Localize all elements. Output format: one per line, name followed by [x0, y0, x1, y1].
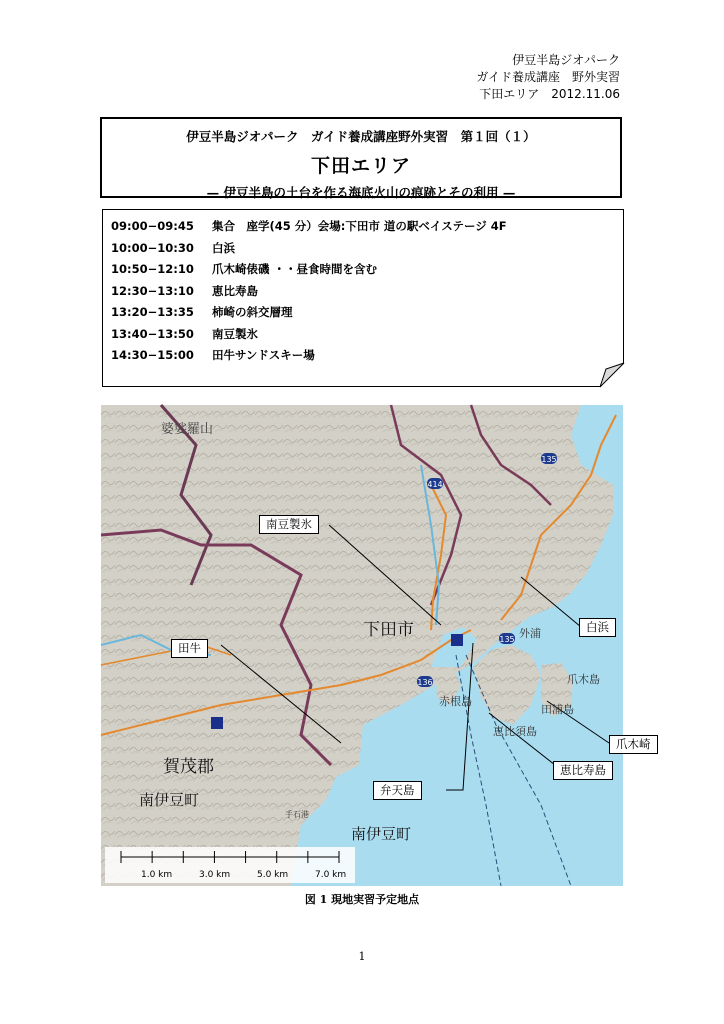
area-title: 下田エリア: [310, 155, 411, 177]
schedule-item: 南豆製氷: [212, 326, 258, 341]
schedule-time: 13:20−13:35: [111, 305, 194, 319]
schedule-time: 14:30−15:00: [111, 348, 194, 362]
page-curl-icon: [600, 363, 624, 387]
callout-tougyu: 田牛: [171, 639, 208, 658]
callout-nanzu-seihyo: 南豆製氷: [259, 515, 319, 534]
schedule-row: [111, 324, 623, 346]
subtitle: — 伊豆半島の土台を作る海底火山の痕跡とその利用 —: [206, 185, 516, 200]
kamoyama-label: 婆娑羅山: [161, 422, 214, 437]
schedule-item: 田牛サンドスキー場: [212, 348, 315, 362]
callout-bentenjima: 弁天島: [373, 781, 422, 800]
scale-label-7km: 7.0 km: [315, 870, 347, 880]
akane-label: 赤根島: [439, 695, 472, 708]
callout-shirahama: 白浜: [579, 618, 616, 637]
callout-tsumekizaki: 爪木崎: [609, 735, 658, 754]
scale-label-5km: 5.0 km: [257, 870, 289, 880]
taura-label: 田浦島: [541, 703, 574, 716]
schedule-item: 恵比寿島: [212, 283, 258, 298]
kamo-label: 賀茂郡: [163, 757, 214, 777]
route-136-label: 136: [417, 678, 433, 687]
route-135-label: 135: [541, 455, 557, 464]
route-414-label: 414: [427, 480, 443, 489]
course-title: 伊豆半島ジオパーク ガイド養成講座野外実習 第１回（１）: [186, 129, 536, 144]
teishi-port-label: 手石港: [285, 810, 309, 819]
scale-label-3km: 3.0 km: [199, 870, 231, 880]
schedule-row: [111, 238, 623, 260]
sotoura-label: 外浦: [519, 627, 541, 640]
minamiizu-south-label: 南伊豆町: [351, 825, 412, 843]
ebisu-island-label: 恵比須島: [493, 725, 537, 738]
callout-ebisujima: 恵比寿島: [553, 761, 613, 780]
schedule-item: 集合 座学(45 分）会場:下田市 道の駅ベイステージ 4F: [212, 219, 507, 233]
schedule-row: [111, 281, 623, 303]
figure-caption: 図 1 現地実習予定地点: [304, 893, 420, 906]
schedule-list: [111, 216, 623, 367]
shimoda-label: 下田市: [363, 620, 414, 640]
schedule-row: [111, 345, 623, 367]
schedule-time: 13:40−13:50: [111, 326, 194, 341]
schedule-time: 10:50−12:10: [111, 262, 194, 276]
schedule-item: 爪木崎俵磯 ・・昼食時間を含む: [212, 262, 378, 276]
minamiizu-west-label: 南伊豆町: [139, 791, 200, 809]
schedule-row: [111, 302, 623, 324]
scale-label-1km: 1.0 km: [141, 870, 173, 880]
schedule-time: 10:00−10:30: [111, 240, 194, 255]
title-box: [100, 117, 622, 198]
schedule-item: 柿崎の斜交層理: [212, 305, 293, 319]
station-icon: [451, 634, 463, 646]
schedule-row: [111, 216, 623, 238]
header-line-1: 伊豆半島ジオパーク: [512, 53, 620, 67]
document-header: [476, 52, 620, 103]
route-135b-label: 135: [499, 635, 515, 644]
schedule-time: 09:00−09:45: [111, 219, 194, 233]
schedule-item: 白浜: [212, 240, 235, 255]
schedule-time: 12:30−13:10: [111, 283, 194, 298]
schedule-row: [111, 259, 623, 281]
page-number: 1: [358, 950, 366, 963]
location-map: [101, 405, 651, 886]
tsumeki-island-label: 爪木島: [567, 673, 600, 686]
header-line-2: ガイド養成講座 野外実習: [476, 70, 620, 84]
schedule-box: [102, 209, 624, 387]
station-icon: [211, 717, 223, 729]
header-line-3: 下田エリア 2012.11.06: [479, 87, 620, 101]
